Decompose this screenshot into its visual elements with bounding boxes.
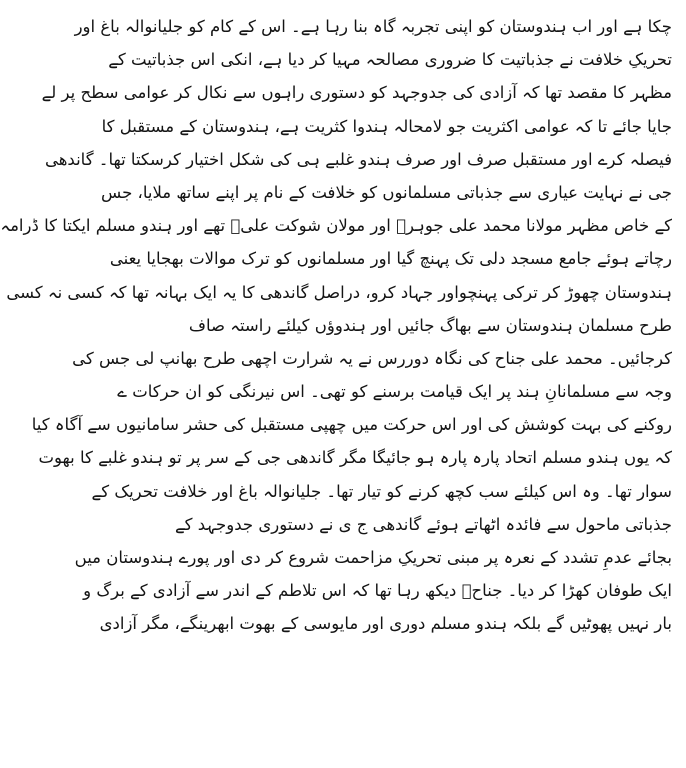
text-line: کرجائیں۔ محمد علی جناح کی نگاہ دوررس نے یہ شرارت اچھی طرح بھانپ لی جس کی [72, 348, 672, 368]
text-line: طرح مسلمان ہندوستان سے بھاگ جائیں اور ہندوؤں کیلئے راستہ صاف [188, 315, 672, 335]
text-line: بار نہیں پھوٹیں گے بلکہ ہندو مسلم دوری اور مایوسی کے بھوت ابھرینگے، مگر آزادی [99, 614, 672, 634]
text-line: جایا جائے تا کہ عوامی اکثریت جو لامحالہ ہندوا کثریت ہے، ہندوستان کے مستقبل کا [101, 116, 672, 136]
text-line: کے خاص مظہر مولانا محمد علی جوہرؒ اور مولان شوکت علیؒ تھے اور ہندو مسلم ایکتا کا ڈرامہ [0, 216, 672, 236]
text-line: وجہ سے مسلمانانِ ہند پر ایک قیامت برسنے کو تھی۔ اس نیرنگی کو ان حرکات ے [117, 382, 672, 402]
text-line: بجائے عدمِ تشدد کے نعرہ پر مبنی تحریکِ مزاحمت شروع کر دی اور پورے ہندوستان میں [74, 548, 672, 567]
text-line: فیصلہ کرے اور مستقبل صرف اور صرف ہندو غلبے ہی کی شکل اختیار کرسکتا تھا۔ گاندھی [44, 149, 672, 169]
urdu-text-body [0, 10, 672, 641]
text-line: مظہر کا مقصد تھا کہ آزادی کی جدوجہد کو دستوری راہوں سے نکال کر عوامی سطح پر لے [41, 83, 672, 103]
text-line: ایک طوفان کھڑا کر دیا۔ جناحؒ دیکھ رہا تھا کہ اس تلاطم کے اندر سے آزادی کے برگ و [83, 581, 672, 601]
text-line: چکا ہے اور اب ہندوستان کو اپنی تجربہ گاہ بنا رہا ہے۔ اس کے کام کو جلیانوالہ باغ اور [74, 17, 672, 36]
text-line: جی نے نہایت عیاری سے جذباتی مسلمانوں کو خلافت کے نام پر اپنے ساتھ ملایا، جس [101, 182, 672, 202]
text-line: ہندوستان چھوڑ کر ترکی پہنچواور جہاد کرو، دراصل گاندھی کا یہ ایک بہانہ تھا کہ کسی نہ کسی [6, 282, 672, 302]
text-line: روکنے کی بہت کوشش کی اور اس حرکت میں چھپی مستقبل کی حشر سامانیوں سے آگاہ کیا [31, 415, 672, 435]
text-line: کہ یوں ہندو مسلم اتحاد پارہ پارہ ہو جائیگا مگر گاندھی جی کے سر پر تو ہندو غلبے کا بھوت [38, 448, 672, 468]
text-line: جذباتی ماحول سے فائدہ اٹھاتے ہوئے گاندھی ج ی نے دستوری جدوجہد کے [174, 514, 672, 534]
text-line: سوار تھا۔ وہ اس کیلئے سب کچھ کرنے کو تیار تھا۔ جلیانوالہ باغ اور خلافت تحریک کے [91, 481, 672, 501]
text-line: رچاتے ہوئے جامع مسجد دلی تک پہنچ گیا اور مسلمانوں کو ترک موالات بھجایا یعنی [109, 249, 672, 269]
text-line: تحریکِ خلافت نے جذباتیت کا ضروری مصالحہ مہیا کر دیا ہے، انکی اس جذباتیت کے [108, 50, 672, 70]
